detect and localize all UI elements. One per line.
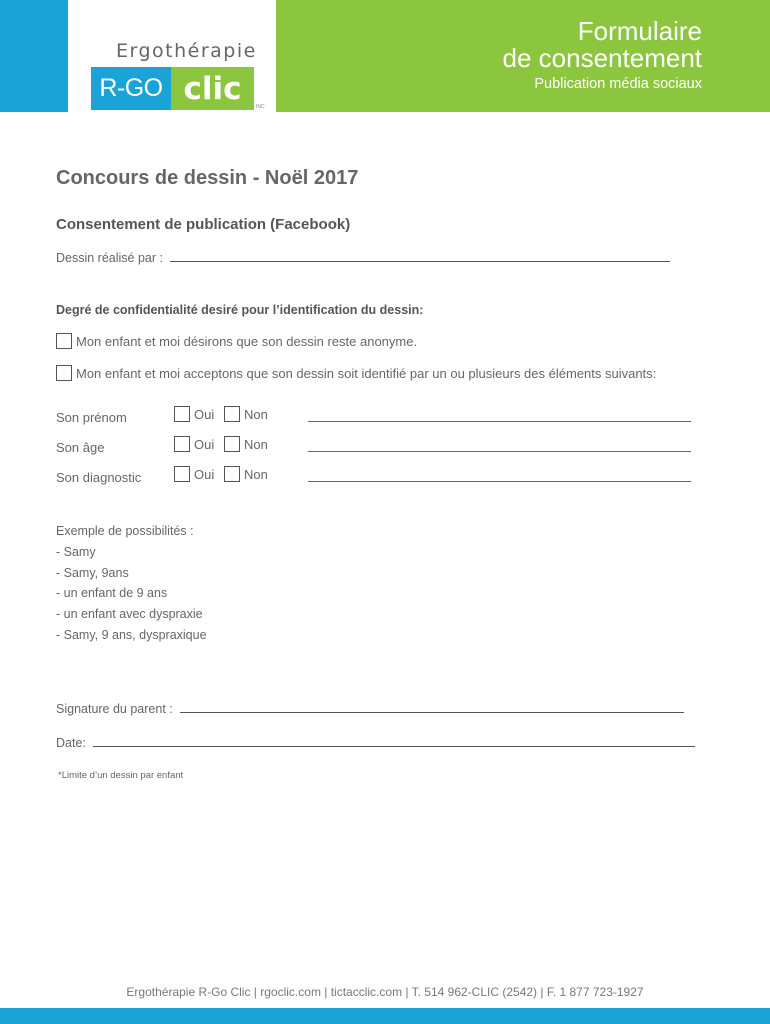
field-row-age — [56, 436, 696, 458]
yes-option — [174, 436, 214, 452]
header-blue-bar — [0, 0, 68, 112]
date-line — [56, 735, 695, 750]
field-row-firstname — [56, 406, 696, 428]
date-label: Date: — [56, 736, 86, 750]
list-item: - un enfant avec dyspraxie — [56, 607, 203, 622]
yes-checkbox[interactable] — [174, 406, 190, 422]
no-option — [224, 406, 268, 422]
answer-line[interactable] — [308, 451, 691, 452]
field-label: Son diagnostic — [56, 470, 142, 485]
date-field[interactable] — [93, 735, 695, 747]
field-row-diagnosis — [56, 466, 696, 488]
no-label: Non — [244, 406, 268, 422]
no-label: Non — [244, 436, 268, 452]
logo-rgo: R-GO — [91, 67, 171, 110]
footer-contact: Ergothérapie R-Go Clic | rgoclic.com | tictacclic.com | T. 514 962-CLIC (2542) | F. 1 877 723-1927 — [126, 985, 644, 999]
logo-inc: INC — [256, 104, 265, 110]
list-item: - un enfant de 9 ans — [56, 586, 168, 601]
field-label: Son âge — [56, 440, 105, 455]
no-option — [224, 466, 268, 482]
answer-line[interactable] — [308, 481, 691, 482]
option-identified-checkbox[interactable] — [56, 365, 72, 381]
yes-label: Oui — [194, 466, 215, 482]
answer-line[interactable] — [308, 421, 691, 422]
footnote: *Limite d’un dessin par enfant — [58, 770, 184, 781]
logo-clic: clic — [171, 67, 254, 110]
field-label: Son prénom — [56, 410, 127, 425]
header-subtitle: Publication média sociaux — [534, 76, 702, 92]
header-title — [503, 18, 702, 72]
yes-option — [174, 466, 214, 482]
signature-label: Signature du parent : — [56, 702, 173, 716]
examples-title: Exemple de possibilités : — [56, 524, 194, 538]
yes-option — [174, 406, 214, 422]
yes-label: Oui — [194, 406, 215, 422]
logo-badge — [91, 67, 254, 110]
no-checkbox[interactable] — [224, 406, 240, 422]
signature-field[interactable] — [180, 701, 684, 713]
option-identified-label: Mon enfant et moi acceptons que son dessin soit identifié par un ou plusieurs des éléments suivants: — [76, 365, 657, 381]
yes-checkbox[interactable] — [174, 436, 190, 452]
yes-checkbox[interactable] — [174, 466, 190, 482]
no-option — [224, 436, 268, 452]
confidentiality-label: Degré de confidentialité desiré pour l’identification du dessin: — [56, 303, 424, 317]
header-title-line2: de consentement — [502, 43, 702, 73]
no-checkbox[interactable] — [224, 436, 240, 452]
logo-wordmark: Ergothérapie — [116, 40, 257, 62]
footer-blue-bar — [0, 1008, 770, 1024]
option-identified — [56, 365, 656, 381]
drawn-by-label: Dessin réalisé par : — [56, 251, 163, 265]
drawn-by-line — [56, 250, 670, 265]
header-banner — [276, 0, 770, 112]
section-title: Consentement de publication (Facebook) — [56, 216, 351, 233]
option-anonymous-checkbox[interactable] — [56, 333, 72, 349]
yes-label: Oui — [194, 436, 215, 452]
list-item: - Samy, 9ans — [56, 565, 129, 580]
no-label: Non — [244, 466, 268, 482]
drawn-by-field[interactable] — [170, 250, 670, 262]
no-checkbox[interactable] — [224, 466, 240, 482]
list-item: - Samy — [56, 544, 96, 559]
page-title: Concours de dessin - Noël 2017 — [56, 167, 359, 189]
list-item: - Samy, 9 ans, dyspraxique — [56, 627, 207, 642]
option-anonymous-label: Mon enfant et moi désirons que son dessin reste anonyme. — [76, 333, 418, 349]
header-title-line1: Formulaire — [577, 16, 702, 46]
examples-list — [56, 521, 207, 646]
option-anonymous — [56, 333, 417, 349]
signature-line — [56, 701, 684, 716]
